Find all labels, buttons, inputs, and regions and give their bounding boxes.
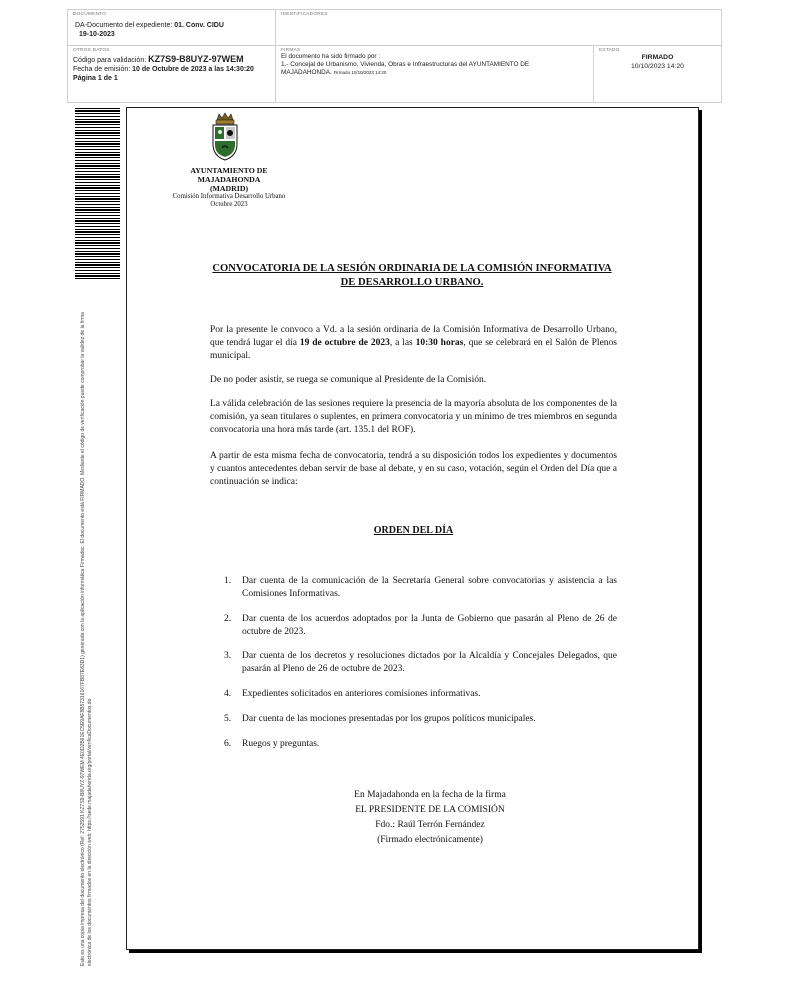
letterhead xyxy=(160,166,298,209)
signature-note: (Firmado electrónicamente) xyxy=(377,835,483,845)
documento-expediente: 01. Conv. CIDU xyxy=(174,22,224,29)
firmas-line2: 1.- Concejal de Urbanismo, Vivienda, Obras e Infraestructuras del AYUNTAMIENTO DE xyxy=(281,61,530,68)
identificadores-caption: IDENTIFICADORES xyxy=(281,12,328,17)
letterhead-line5: Octubre 2023 xyxy=(210,201,248,208)
agenda-item-text: Expedientes solicitados en anteriores comisiones informativas. xyxy=(242,689,481,699)
firmas-line1: El documento ha sido firmado por : xyxy=(281,53,381,60)
documento-date: 19-10-2023 xyxy=(79,31,115,38)
signature-role: EL PRESIDENTE DE LA COMISIÓN xyxy=(355,805,505,815)
agenda-item-text: Dar cuenta de las mociones presentadas por los grupos políticos municipales. xyxy=(242,714,536,724)
identificadores-cell xyxy=(276,10,721,46)
agenda-item-text: Dar cuenta de los decretos y resoluciones dictados por la Alcaldía y Concejales Delegados, que pasarán al Pleno de 26 de octubre de 2023. xyxy=(242,651,617,674)
fecha-prefix: Fecha de emisión: xyxy=(73,66,133,73)
p1-text-c: , a las xyxy=(389,338,416,348)
agenda-item-text: Ruegos y preguntas. xyxy=(242,739,320,749)
letterhead-line2: MAJADAHONDA xyxy=(197,175,261,184)
otros-caption: OTROS DATOS xyxy=(73,48,110,53)
letterhead-line3: (MADRID) xyxy=(209,184,249,193)
p1-text-a: Por la presente le convoco a Vd. a la sesión ordinaria de la Comisión Informativa de Desarrollo Urbano, que tendrá lugar el día xyxy=(210,325,617,348)
agenda-item xyxy=(224,688,617,701)
agenda-item-number: 5. xyxy=(224,714,232,724)
agenda-item-number: 2. xyxy=(224,614,232,624)
agenda-item-text: Dar cuenta de la comunicación de la Secretaría General sobre convocatorias y asistencia a las Comisiones Informativas. xyxy=(242,576,617,599)
otros-datos-cell xyxy=(68,46,276,102)
paragraph-convocatoria xyxy=(210,324,617,363)
page-count: Página 1 de 1 xyxy=(73,75,118,82)
estado-cell xyxy=(594,46,721,102)
paragraph-documentacion: A partir de esta misma fecha de convocatoria, tendrá a su disposición todos los expedientes y documentos y cuantos antecedentes deban servir de base al debate, y en su caso, votación, según el Orden del Día que a continuación se indica: xyxy=(210,451,617,487)
verification-side-text: Este es una copia impresa del documento electrónico (Ref: 2752591 KZ7S9-B8UYZ-97WEM 4E0D2B61EC5E9AF8B57316167FB87E83D1) generada con la aplicación informática Firmadoc. El documento está FIRMADO. Mediante el código de verificación puede comprobar la validez de la firma electrónica de los documentos firmados en la dirección web: https://sede.majadahonda.org/portal/verificaDocumentos.do xyxy=(80,312,93,966)
estado-caption: ESTADO xyxy=(599,48,620,53)
barcode xyxy=(75,108,120,280)
signature-header-table xyxy=(67,9,722,103)
signature-place-date: En Majadahonda en la fecha de la firma xyxy=(354,790,506,800)
paragraph-quorum: La válida celebración de las sesiones requiere la presencia de la mayoría absoluta de los componentes de la comisión, ya sean titulares o suplentes, en primera convocatoria y un mínimo de tres miembros en segunda convocatoria una hora más tarde (art. 135.1 del ROF). xyxy=(210,399,618,435)
firmas-line3: MAJADAHONDA. xyxy=(281,69,332,76)
documento-cell xyxy=(68,10,276,46)
session-time: 10:30 horas xyxy=(415,338,464,348)
documento-prefix: DA-Documento del expediente: xyxy=(75,22,175,29)
orden-del-dia-title: ORDEN DEL DÍA xyxy=(373,525,454,536)
document-title xyxy=(202,262,622,290)
agenda-item xyxy=(224,713,617,726)
paragraph-asistencia: De no poder asistir, se ruega se comunique al Presidente de la Comisión. xyxy=(210,375,487,385)
signature-name: Fdo.: Raúl Terrón Fernández xyxy=(375,820,485,830)
firmas-caption: FIRMAS xyxy=(281,48,301,53)
coat-of-arms-logo xyxy=(208,112,242,162)
agenda-item xyxy=(224,613,617,639)
agenda-item-number: 4. xyxy=(224,689,232,699)
agenda-item-number: 6. xyxy=(224,739,232,749)
agenda-item-number: 3. xyxy=(224,651,232,661)
letterhead-line4: Comisión Informativa Desarrollo Urbano xyxy=(172,193,286,200)
agenda-item xyxy=(224,650,617,676)
signature-block xyxy=(300,788,560,848)
firmas-line3-small: Firmado 10/10/2023 14:20 xyxy=(333,70,387,75)
estado-date: 10/10/2023 14:20 xyxy=(631,63,684,70)
agenda-item xyxy=(224,575,617,601)
letterhead-line1: AYUNTAMIENTO DE xyxy=(190,166,268,175)
session-date: 19 de octubre de 2023 xyxy=(299,338,390,348)
documento-caption: DOCUMENTO xyxy=(73,12,107,17)
estado-value: FIRMADO xyxy=(641,54,674,61)
fecha-emision: 10 de Octubre de 2023 a las 14:30:20 xyxy=(132,66,254,73)
p1-text-e: , que se celebrará en el Salón de Plenos municipal. xyxy=(210,338,617,361)
title-line2: DE DESARROLLO URBANO. xyxy=(340,277,484,288)
codigo-prefix: Código para validación: xyxy=(73,57,149,64)
agenda-item xyxy=(224,738,617,751)
validation-code: KZ7S9-B8UYZ-97WEM xyxy=(148,54,244,64)
agenda-item-text: Dar cuenta de los acuerdos adoptados por la Junta de Gobierno que pasarán al Pleno de 26 de octubre de 2023. xyxy=(242,614,617,637)
title-line1: CONVOCATORIA DE LA SESIÓN ORDINARIA DE LA COMISIÓN INFORMATIVA xyxy=(212,263,612,274)
agenda-item-number: 1. xyxy=(224,576,232,586)
firmas-cell xyxy=(276,46,594,102)
